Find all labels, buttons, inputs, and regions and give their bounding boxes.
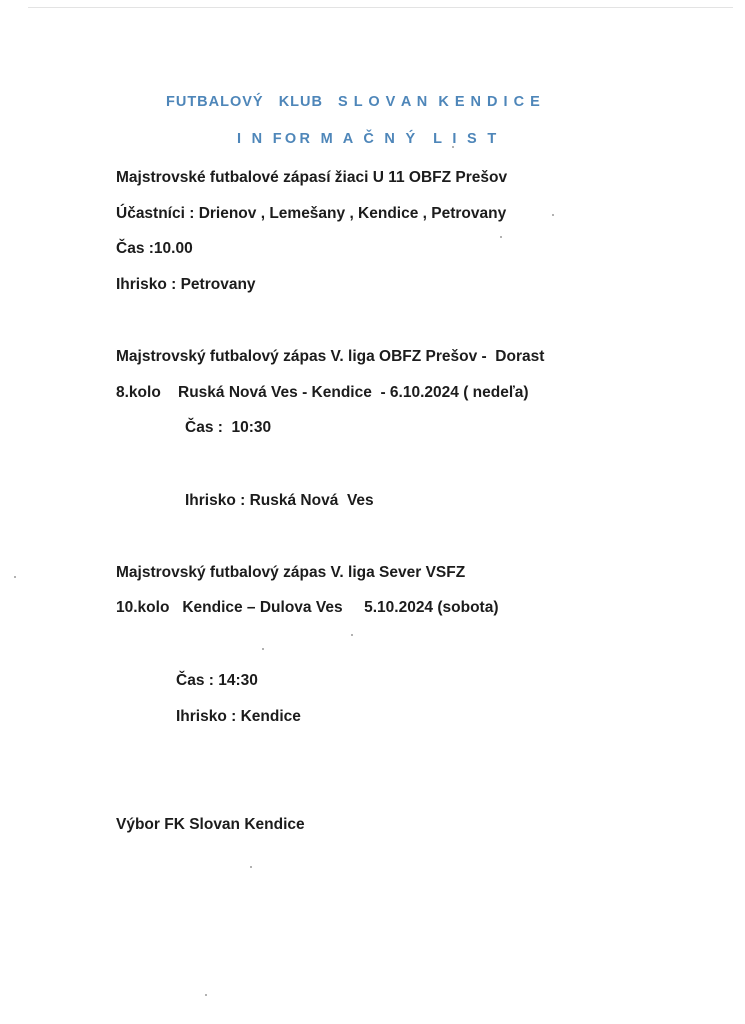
match1-title: Majstrovské futbalové zápasí žiaci U 11 OBFZ Prešov <box>116 169 508 186</box>
scan-speck <box>14 576 16 578</box>
match2-title: Majstrovský futbalový zápas V. liga OBFZ Prešov - Dorast <box>116 348 545 365</box>
match1-time: Čas :10.00 <box>116 240 193 257</box>
scan-speck <box>500 236 502 238</box>
match2-round: 8.kolo Ruská Nová Ves - Kendice - 6.10.2024 ( nedeľa) <box>116 384 529 401</box>
match1-venue: Ihrisko : Petrovany <box>116 276 256 293</box>
match2-time: Čas : 10:30 <box>185 419 272 436</box>
club-title: FUTBALOVÝ KLUB S L O V A N K E N D I C E <box>166 94 541 110</box>
scan-speck <box>262 648 264 650</box>
match3-title: Majstrovský futbalový zápas V. liga Sever VSFZ <box>116 564 466 581</box>
match1-participants: Účastníci : Drienov , Lemešany , Kendice , Petrovany <box>116 205 507 222</box>
document-title: I N FOR M A Č N Ý L I S T <box>237 131 500 147</box>
match3-round: 10.kolo Kendice – Dulova Ves 5.10.2024 (sobota) <box>116 599 499 616</box>
scan-speck <box>205 994 207 996</box>
scan-speck <box>250 866 252 868</box>
scan-speck <box>351 634 353 636</box>
signature: Výbor FK Slovan Kendice <box>116 816 305 833</box>
scan-top-line <box>28 7 733 8</box>
match2-venue: Ihrisko : Ruská Nová Ves <box>185 492 374 509</box>
scan-speck <box>552 214 554 216</box>
match3-venue: Ihrisko : Kendice <box>176 708 301 725</box>
match3-time: Čas : 14:30 <box>176 672 258 689</box>
